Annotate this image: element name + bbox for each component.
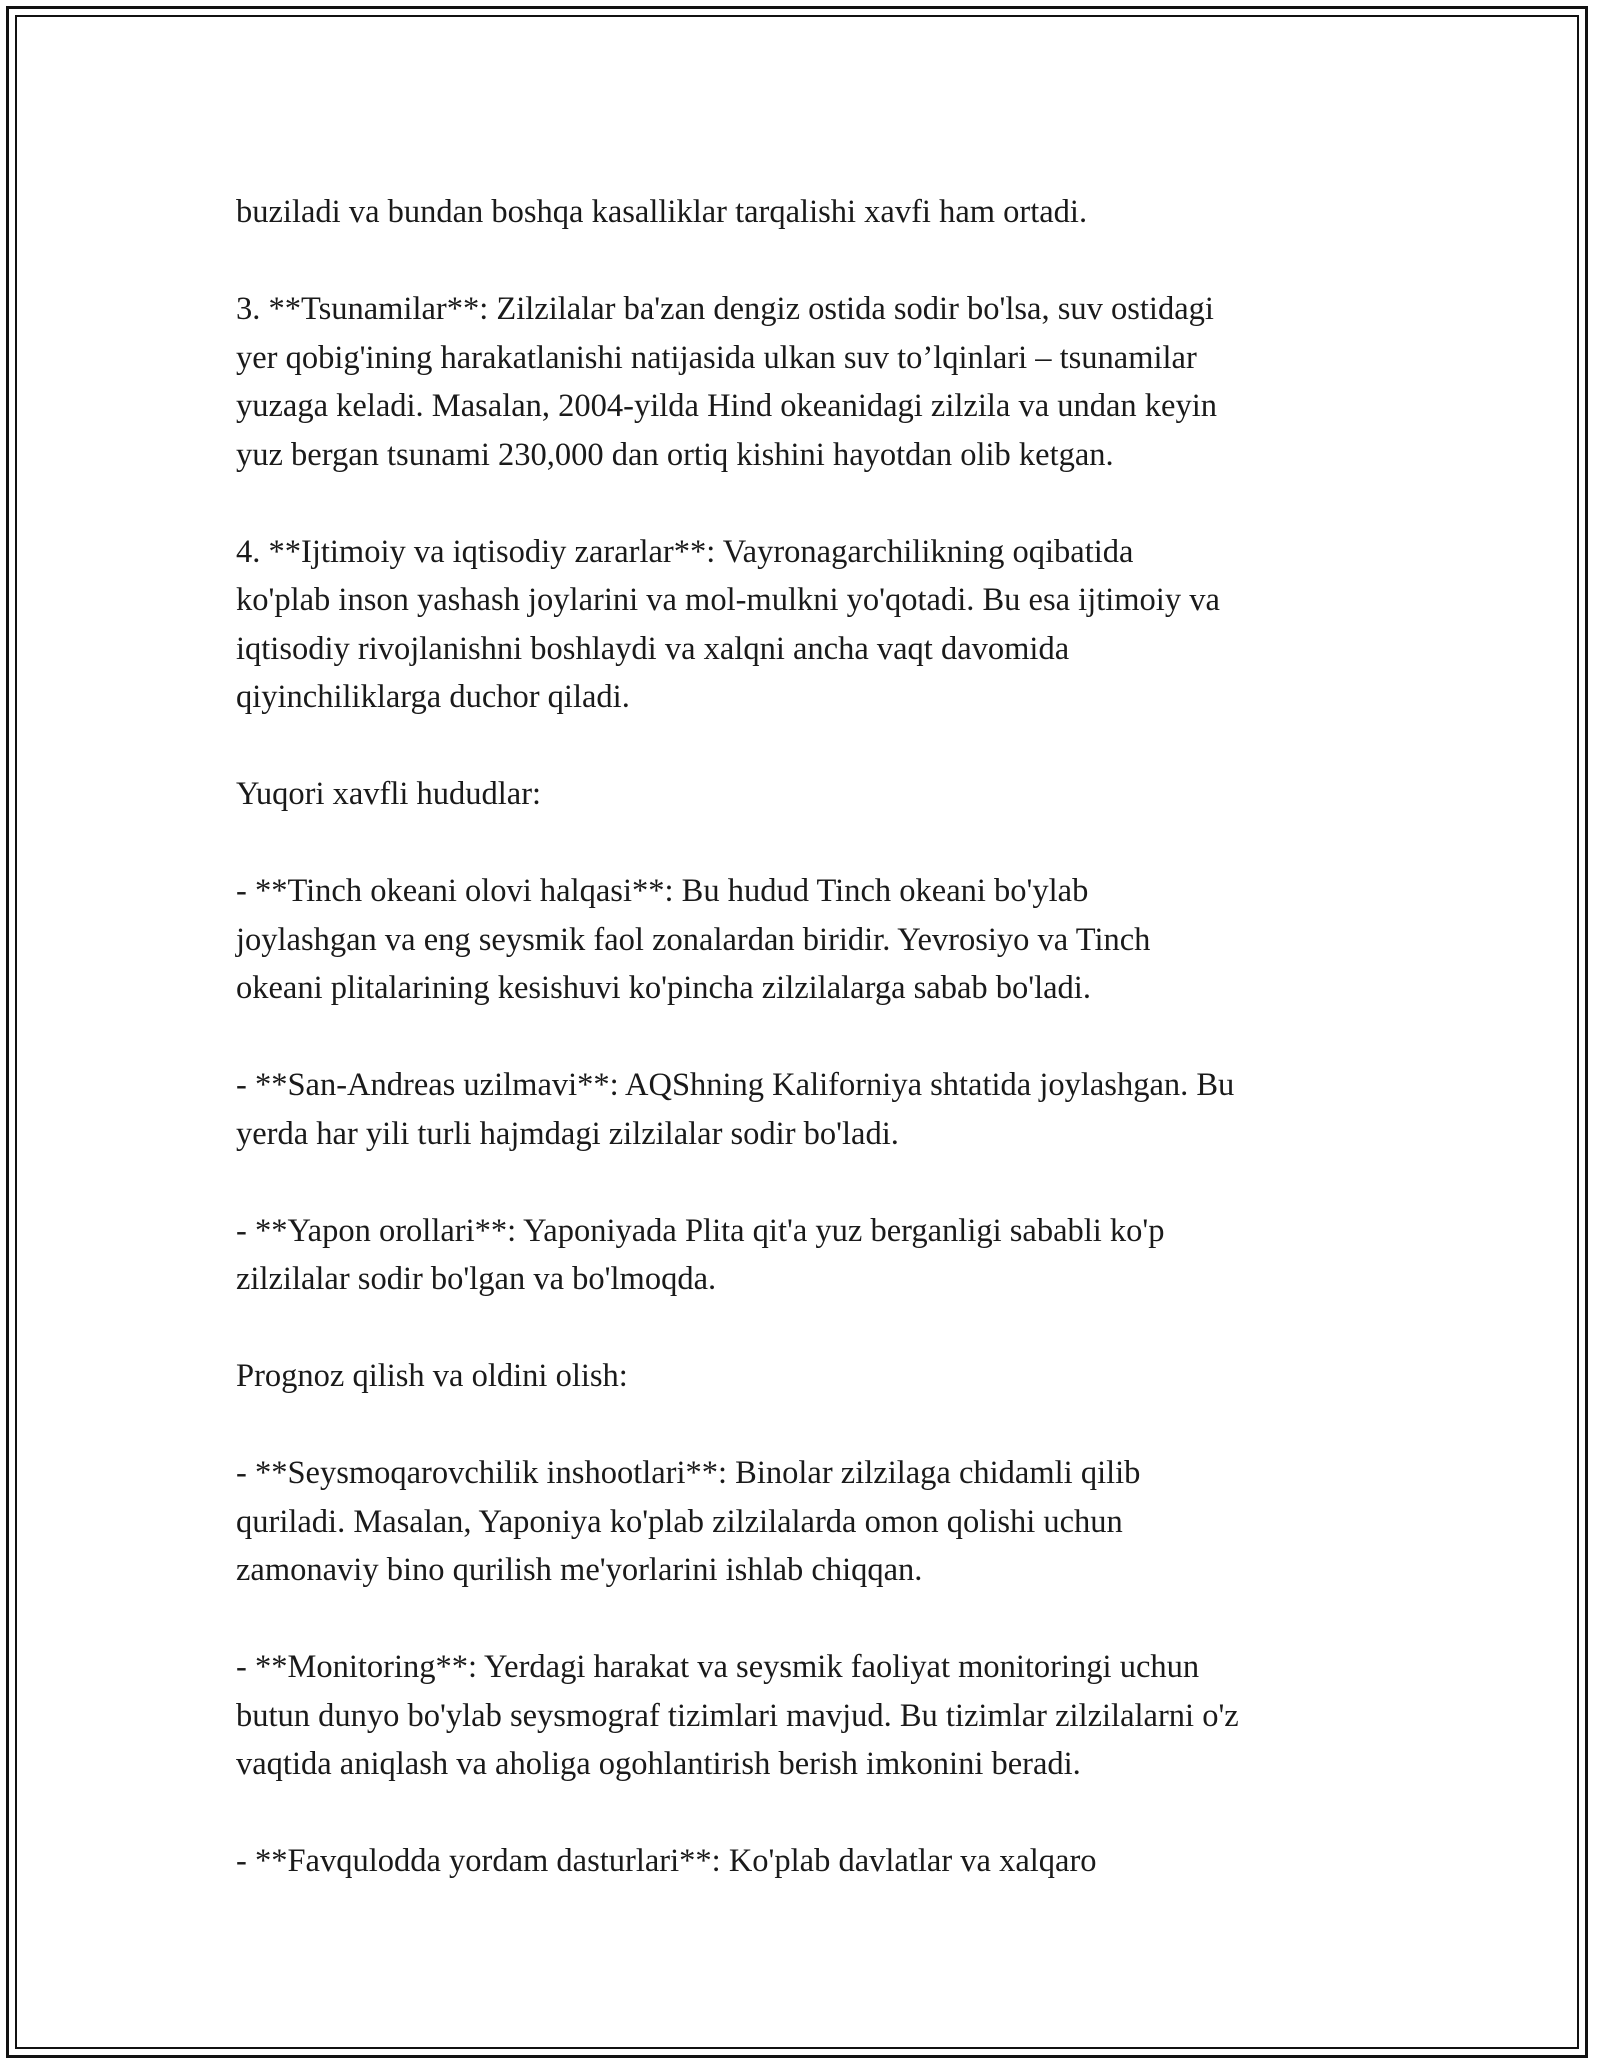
paragraph-social-economic	[236, 528, 1386, 722]
text-line: okeani plitalarining kesishuvi ko'pincha zilzilalarga sabab bo'ladi.	[236, 970, 1091, 1006]
text-line: yuzaga keladi. Masalan, 2004-yilda Hind okeanidagi zilzila va undan keyin	[236, 388, 1217, 424]
text-line: iqtisodiy rivojlanishni boshlaydi va xalqni ancha vaqt davomida	[236, 630, 1070, 667]
text-line: qiyinchiliklarga duchor qiladi.	[236, 679, 630, 715]
list-item-monitoring	[236, 1643, 1386, 1789]
text-line: joylashgan va eng seysmik faol zonalardan biridir. Yevrosiyo va Tinch	[236, 921, 1151, 958]
section-heading-high-risk	[236, 770, 1386, 819]
text-line: yerda har yili turli hajmdagi zilzilalar sodir bo'ladi.	[236, 1115, 899, 1152]
text-line: Prognoz qilish va oldini olish:	[236, 1358, 628, 1394]
list-item-ring-of-fire	[236, 867, 1386, 1013]
text-line: zamonaviy bino qurilish me'yorlarini ishlab chiqqan.	[236, 1552, 923, 1588]
text-line: - **Seysmoqarovchilik inshootlari**: Binolar zilzilaga chidamli qilib	[236, 1455, 1141, 1491]
text-line: vaqtida aniqlash va aholiga ogohlantirish berish imkonini beradi.	[236, 1746, 1081, 1782]
text-line: - **Tinch okeani olovi halqasi**: Bu hudud Tinch okeani bo'ylab	[236, 873, 1089, 909]
text-line: 4. **Ijtimoiy va iqtisodiy zararlar**: Vayronagarchilikning oqibatida	[236, 533, 1134, 570]
text-line: zilzilalar sodir bo'lgan va bo'lmoqda.	[236, 1261, 717, 1297]
text-line: quriladi. Masalan, Yaponiya ko'plab zilzilalarda omon qolishi uchun	[236, 1503, 1123, 1540]
list-item-japan	[236, 1207, 1386, 1304]
paragraph-tsunamis	[236, 285, 1386, 479]
paragraph	[236, 188, 1386, 237]
text-line: ko'plab inson yashash joylarini va mol-mulkni yo'qotadi. Bu esa ijtimoiy va	[236, 582, 1220, 618]
list-item-emergency-programs	[236, 1837, 1386, 1886]
text-line: - **Yapon orollari**: Yaponiyada Plita qit'a yuz berganligi sababli ko'p	[236, 1212, 1165, 1249]
list-item-san-andreas	[236, 1061, 1386, 1158]
text-line: butun dunyo bo'ylab seysmograf tizimlari mavjud. Bu tizimlar zilzilalarni o'z	[236, 1697, 1239, 1734]
text-line: 3. **Tsunamilar**: Zilzilalar ba'zan dengiz ostida sodir bo'lsa, suv ostidagi	[236, 291, 1214, 327]
document-body	[236, 188, 1386, 1934]
list-item-seismic-structures	[236, 1449, 1386, 1595]
text-line: Yuqori xavfli hududlar:	[236, 776, 542, 812]
text-line: - **Monitoring**: Yerdagi harakat va seysmik faoliyat monitoringi uchun	[236, 1649, 1200, 1685]
section-heading-prevention	[236, 1352, 1386, 1401]
text-line: - **San-Andreas uzilmavi**: AQShning Kaliforniya shtatida joylashgan. Bu	[236, 1067, 1235, 1103]
text-line: yer qobig'ining harakatlanishi natijasida ulkan suv to’lqinlari – tsunamilar	[236, 339, 1197, 376]
text-line: yuz bergan tsunami 230,000 dan ortiq kishini hayotdan olib ketgan.	[236, 436, 1114, 473]
text-line: - **Favqulodda yordam dasturlari**: Ko'plab davlatlar va xalqaro	[236, 1843, 1097, 1879]
text-line: buziladi va bundan boshqa kasalliklar tarqalishi xavfi ham ortadi.	[236, 194, 1088, 230]
